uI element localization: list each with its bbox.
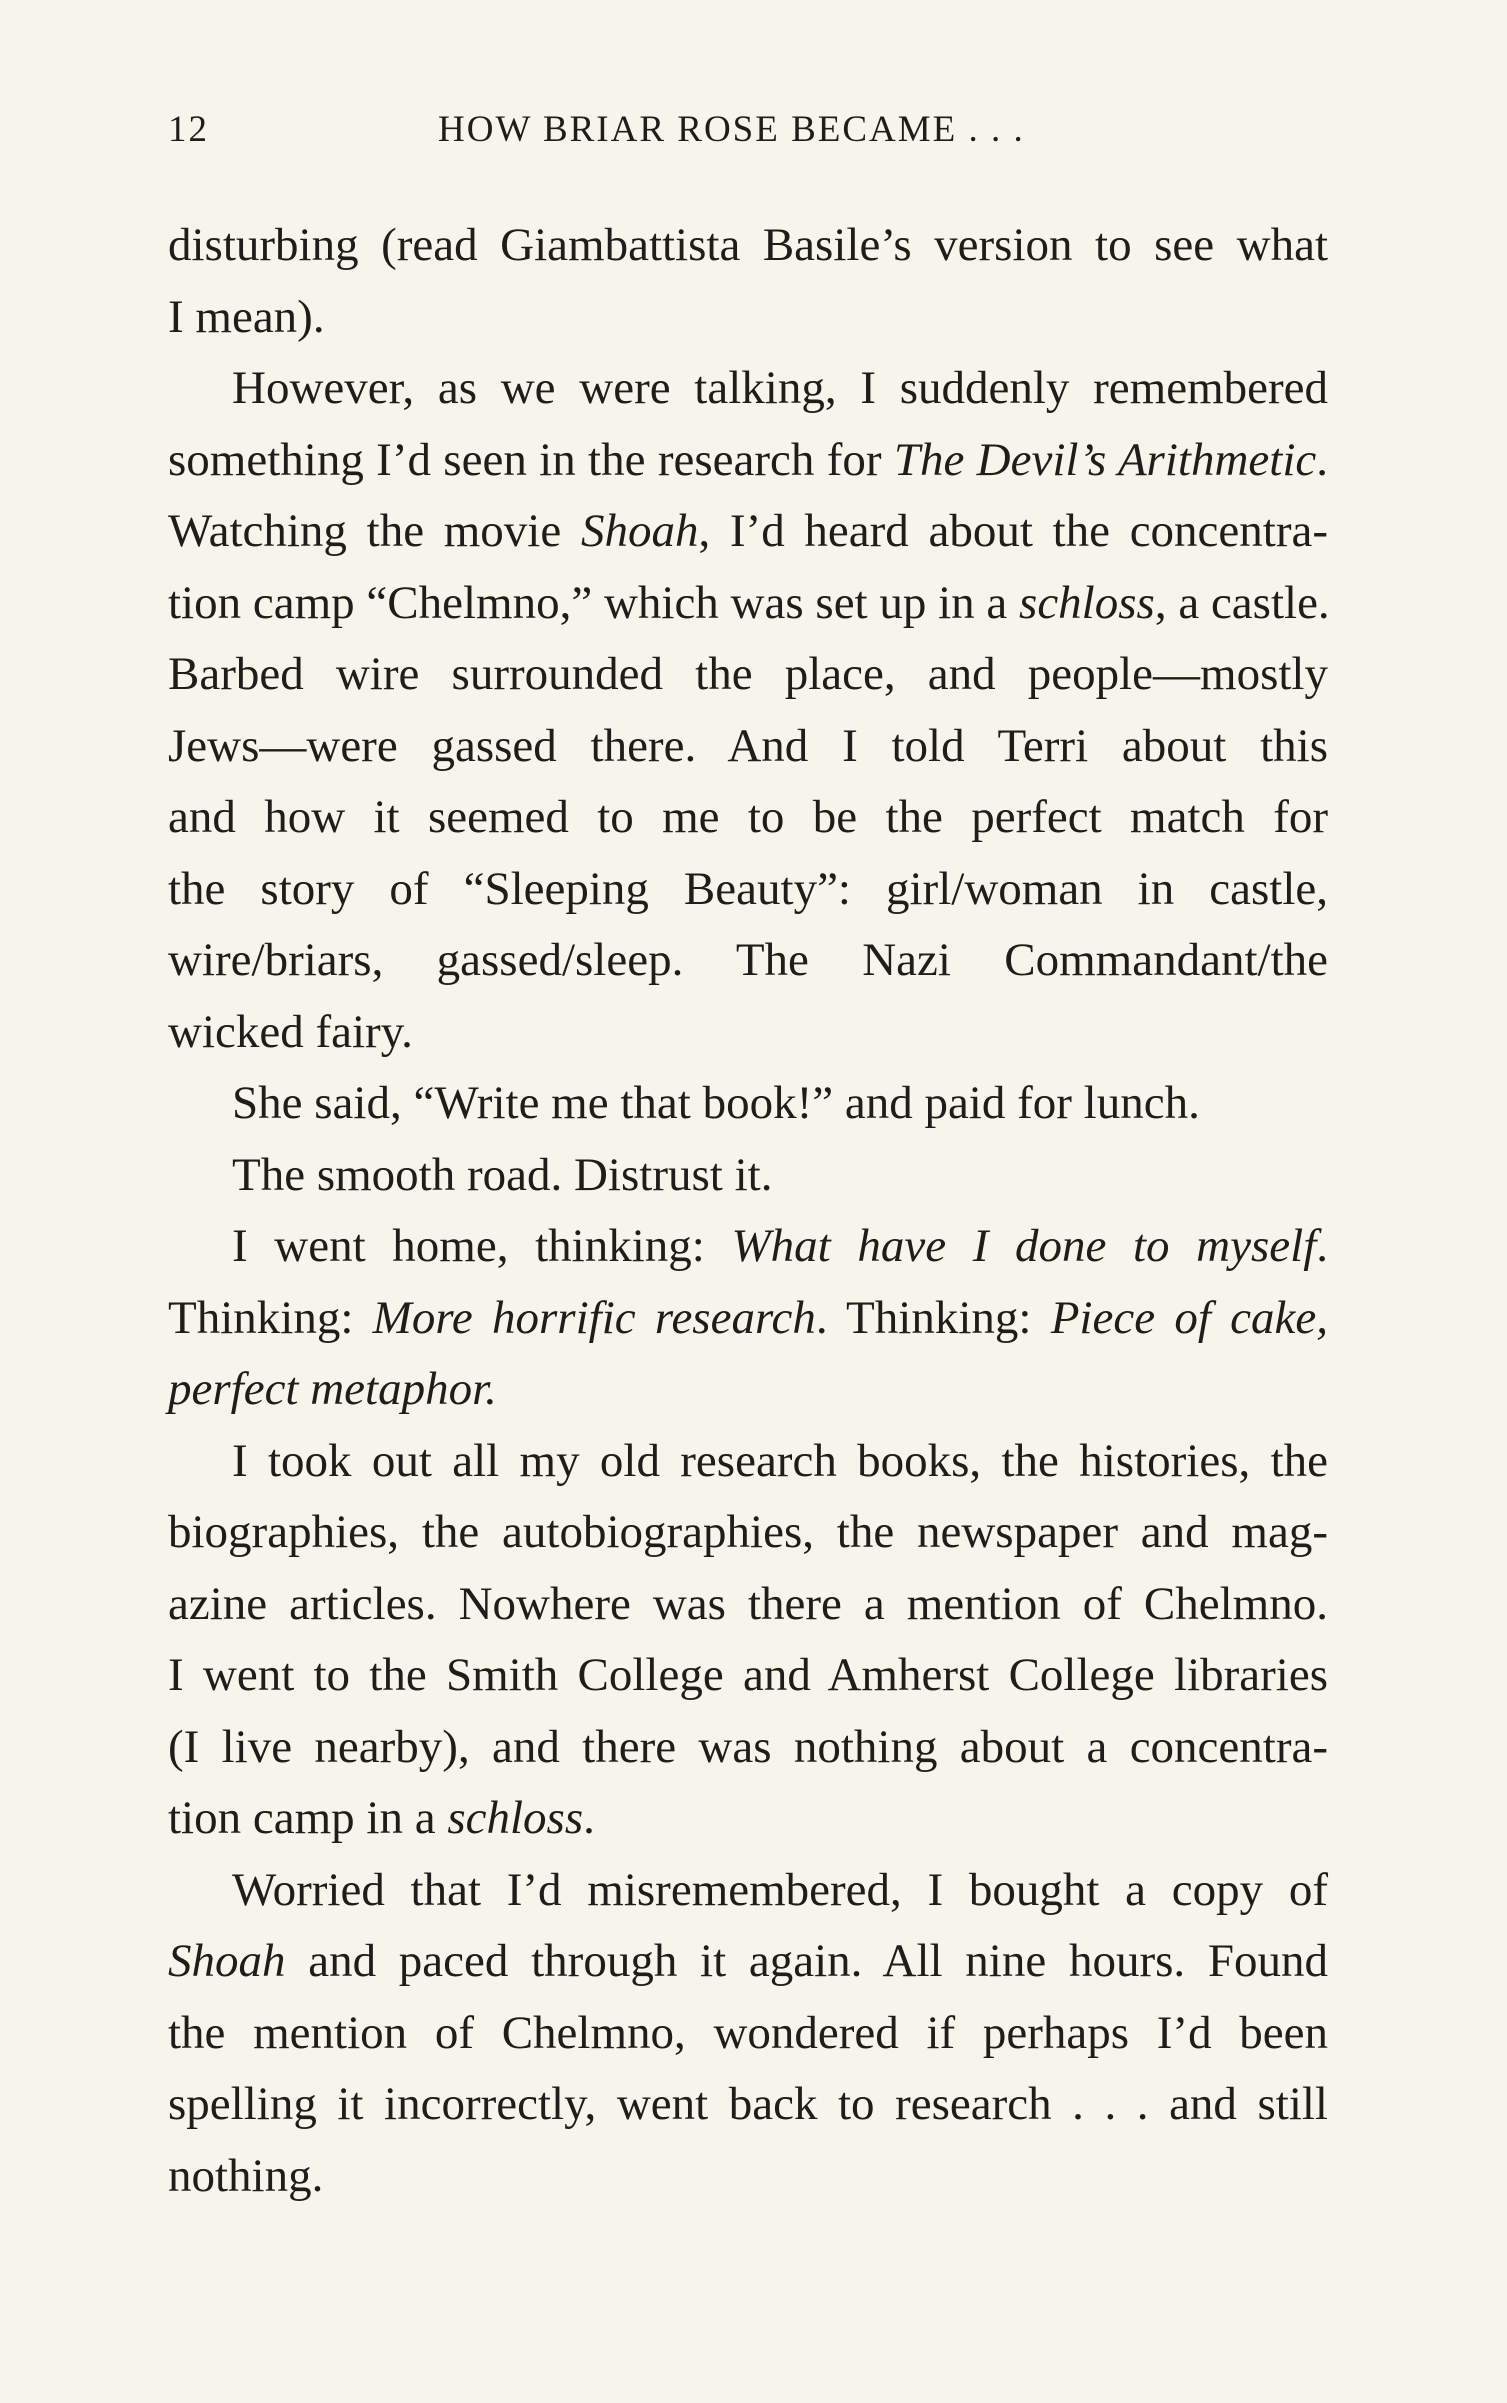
- text-line: wicked fairy.: [168, 1005, 413, 1058]
- text-line: I took out all my old research books, the histories, the: [232, 1434, 1328, 1487]
- film-title: Shoah: [580, 505, 699, 557]
- text-line: wire/briars, gassed/sleep. The Nazi Commandant/the: [168, 934, 1328, 986]
- text-line: [168, 1354, 1328, 1426]
- text-line: The smooth road. Distrust it.: [232, 1148, 773, 1201]
- foreign-word: schloss: [447, 1792, 584, 1844]
- italic-thought: What have I done to myself: [731, 1220, 1317, 1272]
- text-line: tion camp “Chelmno,” which was set up in a schloss, a castle.: [168, 576, 1330, 629]
- text-line: Thinking: More horrific research. Thinking: Piece of cake,: [168, 1291, 1329, 1344]
- text-line: spelling it incorrectly, went back to research . . . and still: [168, 2078, 1328, 2130]
- italic-thought: More horrific research: [372, 1291, 816, 1344]
- film-title: Shoah: [168, 1935, 286, 1987]
- text-line: azine articles. Nowhere was there a mention of Chelmno.: [168, 1577, 1328, 1630]
- page-number: 12: [168, 109, 209, 150]
- italic-thought: Piece of cake,: [1050, 1291, 1329, 1344]
- text-line: Jews—were gassed there. And I told Terri about this: [168, 719, 1328, 772]
- running-head: [168, 108, 1328, 168]
- text-line: (I live nearby), and there was nothing about a concentra-: [168, 1720, 1328, 1773]
- text-line: Worried that I’d misremembered, I bought a copy of: [232, 1863, 1328, 1916]
- running-title: HOW BRIAR ROSE BECAME . . .: [438, 109, 1025, 150]
- text-line: disturbing (read Giambattista Basile’s version to see what: [168, 219, 1328, 271]
- text-line: Watching the movie Shoah, I’d heard about the concentra-: [168, 505, 1328, 557]
- text-line: However, as we were talking, I suddenly remembered: [232, 362, 1328, 414]
- text-line: tion camp in a schloss.: [168, 1792, 595, 1844]
- text-line: the mention of Chelmno, wondered if perhaps I’d been: [168, 2006, 1328, 2059]
- text-line: I went to the Smith College and Amherst College libraries: [168, 1649, 1328, 1701]
- book-title: The Devil’s Arithmetic: [893, 433, 1317, 486]
- text-line: biographies, the autobiographies, the newspaper and mag-: [168, 1506, 1328, 1558]
- text-line: Shoah and paced through it again. All nine hours. Found: [168, 1935, 1328, 1987]
- text-line: She said, “Write me that book!” and paid for lunch.: [232, 1077, 1200, 1129]
- text-line: I went home, thinking: What have I done to myself.: [232, 1220, 1329, 1272]
- text-line: nothing.: [168, 2149, 324, 2202]
- italic-thought: perfect metaphor.: [168, 1363, 497, 1415]
- text-line: the story of “Sleeping Beauty”: girl/woman in castle,: [168, 862, 1328, 915]
- text-line: and how it seemed to me to be the perfect match for: [168, 791, 1328, 843]
- text-line: I mean).: [168, 290, 325, 343]
- body-text: [168, 210, 1328, 2212]
- text-line: Barbed wire surrounded the place, and people—mostly: [168, 648, 1328, 700]
- text-line: something I’d seen in the research for The Devil’s Arithmetic.: [168, 433, 1328, 486]
- foreign-word: schloss: [1019, 576, 1155, 629]
